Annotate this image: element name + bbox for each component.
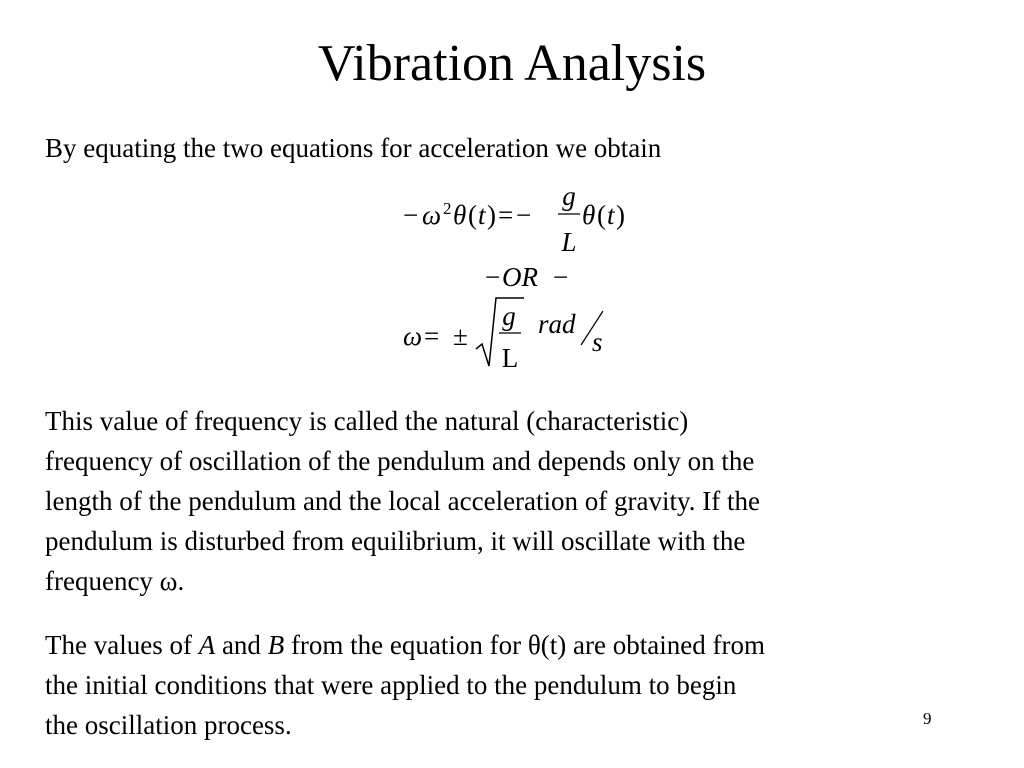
paragraph1-line: frequency of oscillation of the pendulum and depends only on the <box>45 446 755 476</box>
or-dash-left: − <box>485 262 501 292</box>
or-word: OR <box>502 262 538 292</box>
paragraph1-line: length of the pendulum and the local acceleration of gravity. If the <box>45 486 760 516</box>
eq1-equals: = <box>498 200 514 230</box>
page-number: 9 <box>923 709 932 728</box>
eq1-omega: ω <box>422 200 442 230</box>
eq1-theta-left: θ <box>453 200 467 230</box>
eq1-denominator-l: L <box>561 227 577 257</box>
paragraph-initial-conditions <box>45 625 985 745</box>
eq2-equals: = <box>424 321 440 351</box>
paragraph2-line: the initial conditions that were applied to the pendulum to begin <box>45 670 737 700</box>
paragraph1-line: frequency ω. <box>45 566 185 596</box>
eq2-plus-minus: ± <box>453 321 468 351</box>
paragraph2-text: from the equation for θ(t) are obtained from <box>284 630 765 660</box>
slide-title: Vibration Analysis <box>317 35 707 92</box>
variable-a: A <box>198 630 216 660</box>
eq2-unit-rad: rad <box>538 309 576 339</box>
eq1-paren-open-right: ( <box>597 200 606 230</box>
eq1-theta-right: θ <box>582 200 596 230</box>
intro-text: By equating the two equations for acceleration we obtain <box>45 133 662 163</box>
eq2-omega: ω <box>403 321 423 351</box>
eq1-paren-close-right: ) <box>616 200 625 230</box>
paragraph2-text: and <box>215 630 268 660</box>
eq1-paren-open-left: ( <box>468 200 477 230</box>
eq2-denominator-l: L <box>501 343 519 373</box>
eq1-exponent: 2 <box>443 199 452 218</box>
eq1-minus-left: − <box>403 200 419 230</box>
eq1-t-left: t <box>478 200 486 230</box>
paragraph2-text: The values of <box>45 630 199 660</box>
paragraph1-line: This value of frequency is called the natural (characteristic) <box>45 406 689 436</box>
eq1-t-right: t <box>607 200 615 230</box>
eq2-unit-s: s <box>592 327 603 357</box>
paragraph2-line: the oscillation process. <box>45 710 292 740</box>
eq1-paren-close-left: ) <box>487 200 496 230</box>
or-dash-right: − <box>553 262 569 292</box>
variable-b: B <box>267 630 285 660</box>
eq1-numerator-g: g <box>562 181 576 211</box>
paragraph1-line: pendulum is disturbed from equilibrium, it will oscillate with the <box>45 526 746 556</box>
paragraph-natural-frequency <box>45 401 985 601</box>
paragraph2-line <box>45 625 985 665</box>
eq1-minus-right: − <box>516 200 532 230</box>
eq2-numerator-g: g <box>502 301 516 331</box>
